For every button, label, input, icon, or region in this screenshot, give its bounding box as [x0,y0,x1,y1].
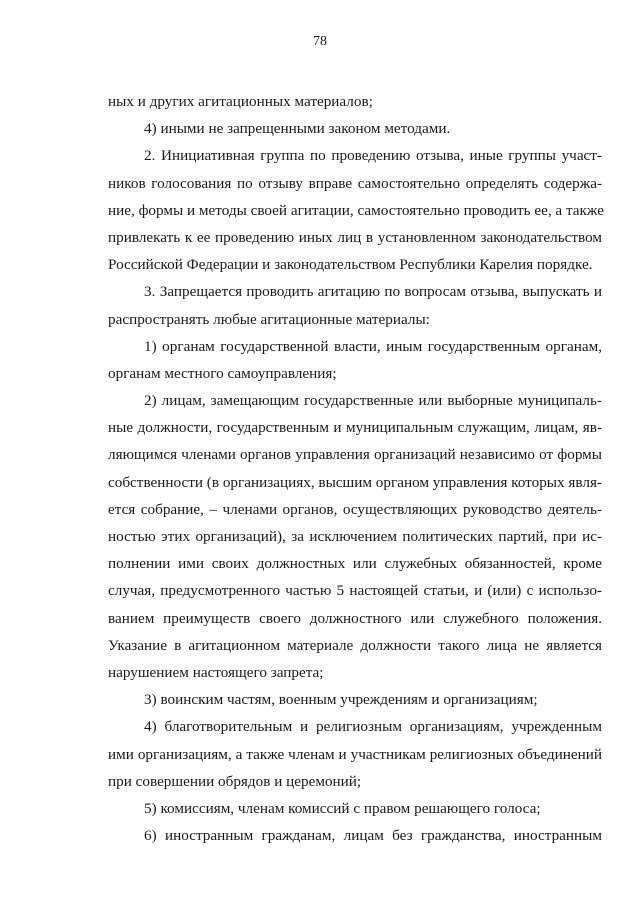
text-line: 3) воинским частям, военным учреждениям и организациям; [144,691,538,709]
text-line: 3. Запрещается проводить агитацию по вопросам отзыва, выпускать и [144,283,602,301]
text-line: полнении ими своих должностных или служебных обязанностей, кроме [108,555,602,573]
text-line: ные должности, государственным и муниципальным служащим, лицам, яв- [108,419,602,437]
text-line: Указание в агитационном материале должности такого лица не является [108,636,602,654]
text-line: собственности (в организациях, высшим органом управления которых явля- [108,473,602,491]
text-line: 2) лицам, замещающим государственные или выборные муниципаль- [144,392,602,410]
text-line: Российской Федерации и законодательством Республики Карелия порядке. [108,256,593,274]
text-line: 4) благотворительным и религиозным организациям, учрежденным [144,718,602,736]
text-line: ими организациям, а также членам и участникам религиозных объединений [108,745,602,763]
text-line: случая, предусмотренного частью 5 настоящей статьи, и (или) с использо- [108,582,602,600]
text-line: 4) иными не запрещенными законом методами. [144,120,451,138]
text-line: нарушением настоящего запрета; [108,663,324,681]
text-line: ников голосования по отзыву вправе самостоятельно определять содержа- [108,174,602,192]
text-line: 2. Инициативная группа по проведению отзыва, иные группы участ- [144,147,602,165]
text-line: ние, формы и методы своей агитации, самостоятельно проводить ее, а также [108,201,604,219]
document-body [108,88,602,849]
text-line: при совершении обрядов и церемоний; [108,772,362,790]
text-line: 6) иностранным гражданам, лицам без гражданства, иностранным [144,827,602,845]
text-line: ляющимся членами органов управления организаций независимо от формы [108,446,602,464]
page-number: 78 [313,34,327,49]
text-line: 5) комиссиям, членам комиссий с правом решающего голоса; [144,799,541,817]
text-line: ных и других агитационных материалов; [108,93,373,110]
text-line: распространять любые агитационные материалы: [108,310,430,328]
text-line: привлекать к ее проведению иных лиц в установленном законодательством [108,228,602,246]
text-line: 1) органам государственной власти, иным государственным органам, [144,337,602,355]
text-line: органам местного самоуправления; [108,364,337,382]
text-line: ностью этих организаций), за исключением политических партий, при ис- [108,528,602,545]
text-line: ется собрание, – членами органов, осуществляющих руководство деятель- [108,500,602,518]
text-line: ванием преимуществ своего должностного или служебного положения. [108,609,602,627]
